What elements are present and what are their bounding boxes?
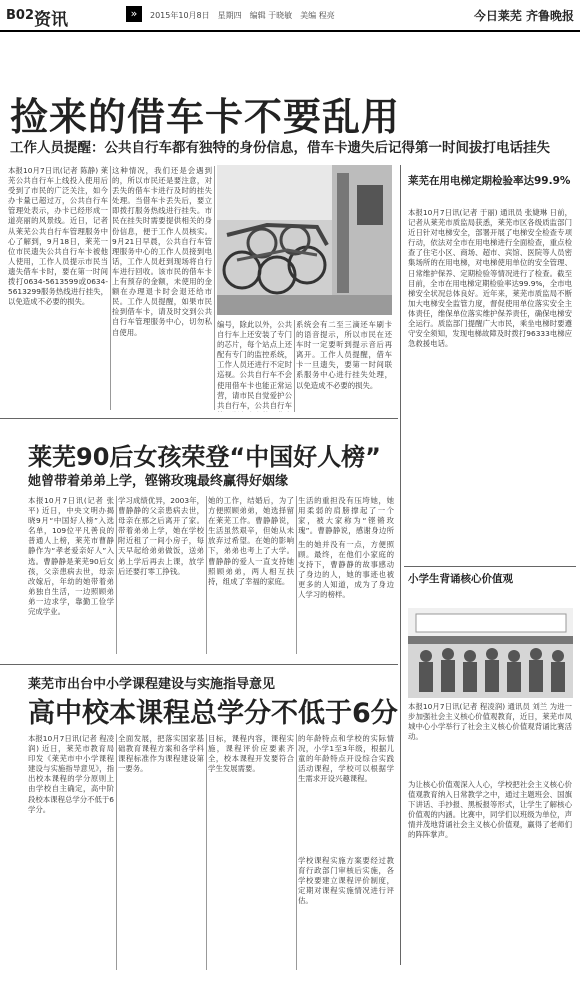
article1-col4: 系统会有二至三滴还车刷卡的语音提示，所以市民在还车时一定要听到提示音后再离开。工作人员提醒，借车卡一旦遗失，要第一时间联系服务中心进行挂失处理，以免造成不必要的损失。 (296, 320, 392, 390)
article3-kicker: 莱芜市出台中小学课程建设与实施指导意见 (28, 677, 276, 692)
article2-col3: 她的工作，结婚后，为了方便照顾弟弟，她选择留在莱芜工作。曹静静说，生活虽然艰辛，但她从未放弃过希望。在她的影响下，弟弟也考上了大学。曹静静的爱人一直支持她照顾弟弟，两人相互扶持，组成了幸福的家庭。 (208, 496, 294, 586)
article1-subheadline: 工作人员提醒：公共自行车都有独特的身份信息，借车卡遗失后记得第一时间拔打电话挂失 (10, 140, 550, 156)
column-divider (294, 320, 295, 412)
column-divider (206, 496, 207, 654)
article2-col4: 生活的重担没有压垮她，她用柔弱的肩膀撑起了一个家，被大家称为“铿锵玫瑰”。曹静静说，感谢身边所 (298, 496, 394, 536)
column-divider (296, 496, 297, 654)
column-divider (110, 166, 111, 410)
newspaper-brand: 今日莱芜 齐鲁晚报 (473, 9, 574, 23)
article1-headline: 捡来的借车卡不要乱用 (10, 95, 401, 139)
column-divider (116, 496, 117, 654)
article2-headline: 莱芜90后女孩荣登“中国好人榜” (28, 443, 381, 471)
sidebar2-caption: 本报10月7日讯(记者 程凌润) 通讯员 刘兰 为进一步加强社会主义核心价值观教育，近日，莱芜市凤城中心小学举行了社会主义核心价值观背诵比赛活动。 (408, 702, 572, 742)
sidebar2-title: 小学生背诵核心价值观 (408, 573, 513, 585)
article3-col2: 全面发展，把落实国家基础教育课程方案和各学科课程标准作为课程建设第一要务。 (118, 734, 204, 774)
section-divider (0, 664, 398, 665)
article3-col5: 学校课程实施方案要经过教育行政部门审核后实施，各学校要建立课程评价制度，定期对课程实施情况进行评估。 (298, 856, 394, 906)
section-divider (404, 566, 576, 567)
column-divider (214, 166, 215, 410)
bike-station-photo (217, 165, 392, 315)
article1-col2: 这种情况，我们还是会遇到的，所以市民还是要注意，对丢失的借车卡进行及时的挂失处理。当借车卡丢失后，要立即拨打服务热线进行挂失。市民在挂失时需要提供相关的身份信息，便于工作人员核实。9月21日早晨，公共自行车管理服务中心的工作人员接到电话，工作人员赶到现场将自行车进行回收。该市民的借车卡上有预存的金额，未使用的金额在办理退卡时会退还给市民。工作人员提醒，如果市民捡到借车卡，请及时交到公共自行车管理服务中心，切勿私自使用。 (112, 166, 212, 337)
sidebar1-title: 莱芜在用电梯定期检验率达99.9% (408, 175, 571, 187)
column-divider (116, 734, 117, 970)
bike-photo-graphic (217, 165, 392, 315)
article2-col1: 本报10月7日讯(记者 张平) 近日，中央文明办揭晓9月“中国好人榜”入选名单，109位平凡善良的普通人上榜，莱芜市曹静静作为“孝老爱亲好人”入选。曹静静是莱芜90后女孩，父亲患病去世，母亲改嫁后，年幼的她带着弟弟独自生活，一边照顾弟弟一边求学，靠勤工俭学完成学业。 (28, 496, 114, 617)
students-photo (408, 608, 573, 698)
sidebar2-body: 为让核心价值观深入人心，学校把社会主义核心价值观教育纳入日常教学之中，通过主题班会、国旗下讲话、手抄报、黑板报等形式，让学生了解核心价值观的内涵。比赛中，同学们以班级为单位，声情并茂地背诵社会主义核心价值观，赢得了老师们的阵阵掌声。 (408, 780, 572, 840)
header-info: 2015年10月8日 星期四 编辑 于晓敏 美编 程亮 (150, 11, 335, 20)
article2-subheadline: 她曾带着弟弟上学，铿锵玫瑰最终赢得好姻缘 (28, 474, 289, 489)
article3-col3: 目标，课程内容，课程实施，课程评价应要素齐全，校本课程开发要符合学生发展需要。 (208, 734, 294, 774)
section-title: 资讯 (34, 10, 68, 30)
column-divider (206, 734, 207, 970)
section-divider (0, 418, 398, 419)
sidebar-divider (400, 165, 401, 965)
article1-col1: 本报10月7日讯(记者 陈静) 莱芜公共自行车上线投入使用后受到了市民的广泛关注，如今办卡量已超过万，公共自行车管理处表示，办卡已经形成一道亮丽的风景线。近日，记者从莱芜公共自行车管理服务中心了解到，9月18日，莱芜一位市民遗失公共自行车卡被他人使用，工作人员提示市民当遗失借车卡时，要在第一时间拨打0634-5613599或0634-5613299服务热线进行挂失，以免造成不必要的损失。 (8, 166, 108, 307)
article3-headline: 高中校本课程总学分不低于6分 (28, 698, 398, 729)
article2-col2: 学习成绩优异，2003年，曹静静的父亲患病去世，母亲在那之后离开了家。带着弟弟上学，她在学校附近租了一间小房子，每天早起给弟弟做饭，送弟弟上学后再去上课，放学后还要打零工挣钱。 (118, 496, 204, 576)
article2-col5: 生的她并没有一点，方便照顾。最终，在他们小家庭的支持下，曹静静的故事感动了身边的人，她的事迹也被更多的人知道，成为了身边人学习的榜样。 (298, 540, 394, 600)
students-photo-graphic (408, 608, 573, 698)
page-header (0, 0, 580, 32)
article1-col3: 编号，除此以外，公共自行车上还安装了专门的芯片，每个站点上还配有专门的监控系统，工作人员还进行不定时巡视。公共自行车不会使用借车卡也能正常运营，请市民自觉爱护公共自行车，公共自行车 (217, 320, 292, 410)
article3-col4: 的年龄特点和学校的实际情况，小学1至3年级，根据儿童的年龄特点开设综合实践活动课程，学校可以根据学生需求开设兴趣课程。 (298, 734, 394, 784)
column-divider (296, 734, 297, 970)
sidebar1-body: 本报10月7日讯(记者 于丽) 通讯员 张婕琳 日前，记者从莱芜市质监局获悉，莱芜市区各级质监部门近日针对电梯安全，部署开展了电梯安全检查专项行动，依法对全市在用电梯进行全面检查，重点检查了住宅小区、商场、超市、宾馆、医院等人员密集场所的在用电梯，对电梯使用单位的安全管理、日常维护保养、定期检验等情况进行了检查。截至目前，全市在用电梯定期检验率达99.9%，全市电梯安全状况总体良好。近年来，莱芜市质监局不断加大电梯安全监管力度，督促使用单位落实安全主体责任，维保单位落实维护保养责任，确保电梯安全运行。质监部门提醒广大市民，乘坐电梯时要遵守安全须知，发现电梯故障及时拨打96333电梯应急救援电话。 (408, 208, 572, 349)
article3-col1: 本报10月7日讯(记者 程凌润) 近日，莱芜市教育局印发《莱芜市中小学课程建设与实施指导意见》，指出校本课程的学分原则上由学校自主确定，高中阶段校本课程总学分不低于6学分。 (28, 734, 114, 814)
page-number: B02 (6, 8, 34, 23)
double-arrow-icon: » (126, 6, 142, 22)
